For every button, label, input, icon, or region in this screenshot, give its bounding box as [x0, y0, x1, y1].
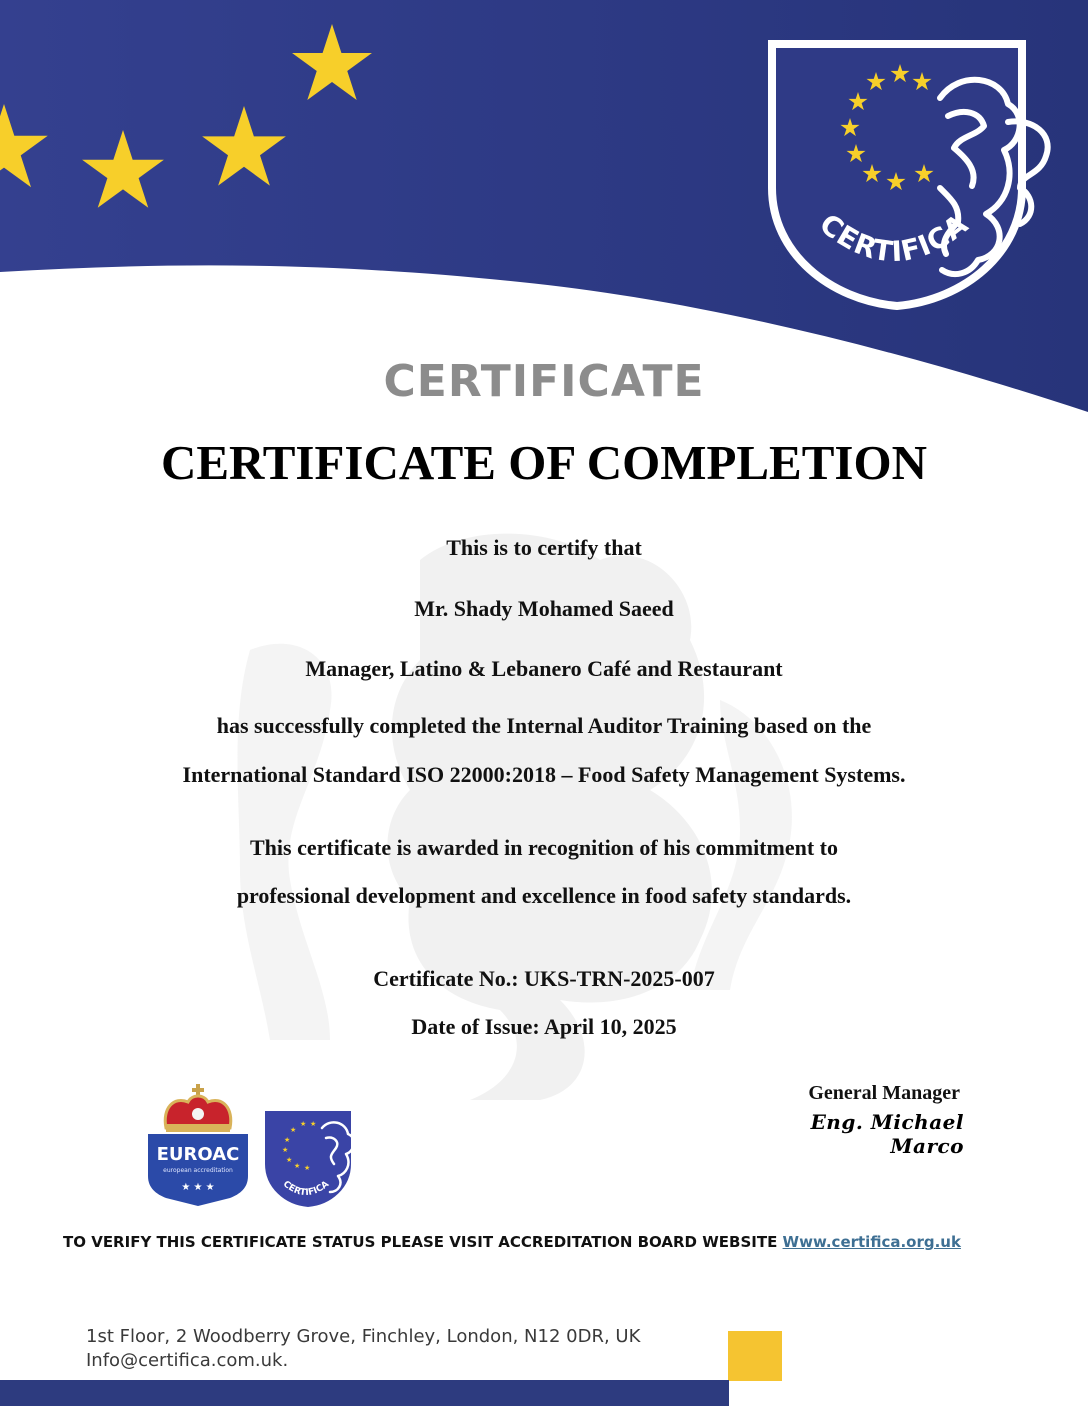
svg-text:★: ★ [294, 1162, 301, 1170]
certificate-heading: CERTIFICATE [383, 356, 705, 407]
recipient-position: Manager, Latino & Lebanero Café and Restaurant [305, 656, 783, 681]
certifica-crest-icon [764, 38, 1064, 310]
svg-text:★: ★ [284, 1136, 291, 1144]
certificate-number: Certificate No.: UKS-TRN-2025-007 [373, 966, 715, 991]
verify-notice [63, 1233, 1063, 1251]
svg-text:★: ★ [310, 1120, 317, 1128]
footer-accent-square [728, 1331, 782, 1381]
crown-icon [165, 1084, 231, 1132]
award-line-2: professional development and excellence in food safety standards. [236, 883, 852, 908]
footer-contact [86, 1325, 640, 1373]
svg-text:★: ★ [286, 1156, 293, 1164]
certifica-logo-label: CERTIFICA [280, 1179, 332, 1199]
euroac-tagline: european accreditation [163, 1167, 233, 1174]
recipient-name: Mr. Shady Mohamed Saeed [414, 596, 674, 621]
svg-text:★: ★ [304, 1164, 311, 1172]
footer-address: 1st Floor, 2 Woodberry Grove, Finchley, London, N12 0DR, UK [86, 1326, 641, 1347]
euroac-label: EUROAC [156, 1144, 240, 1165]
verify-link[interactable]: Www.certifica.org.uk [782, 1233, 961, 1251]
svg-text:★: ★ [300, 1120, 307, 1128]
svg-text:★: ★ [282, 1146, 289, 1154]
certificate-title: CERTIFICATE OF COMPLETION [160, 435, 927, 490]
euroac-logo [144, 1084, 252, 1206]
issue-date: Date of Issue: April 10, 2025 [411, 1014, 677, 1039]
signature: Eng. Michael Marco [810, 1110, 964, 1158]
verify-text: TO VERIFY THIS CERTIFICATE STATUS PLEASE VISIT ACCREDITATION BOARD WEBSITE [63, 1233, 778, 1251]
svg-text:★ ★ ★: ★ ★ ★ [181, 1182, 215, 1193]
footer-bar [0, 1380, 729, 1406]
award-line-1: This certificate is awarded in recognition of his commitment to [249, 835, 838, 860]
svg-text:★: ★ [290, 1126, 297, 1134]
statement-line-2: International Standard ISO 22000:2018 – Food Safety Management Systems. [182, 762, 906, 787]
signatory-title: General Manager [808, 1082, 960, 1104]
footer-email: Info@certifica.com.uk. [86, 1350, 289, 1371]
certifica-logo [262, 1108, 368, 1210]
intro-text: This is to certify that [446, 535, 642, 560]
crest-label: CERTIFICA [813, 207, 975, 269]
statement-line-1: has successfully completed the Internal Auditor Training based on the [216, 713, 872, 738]
